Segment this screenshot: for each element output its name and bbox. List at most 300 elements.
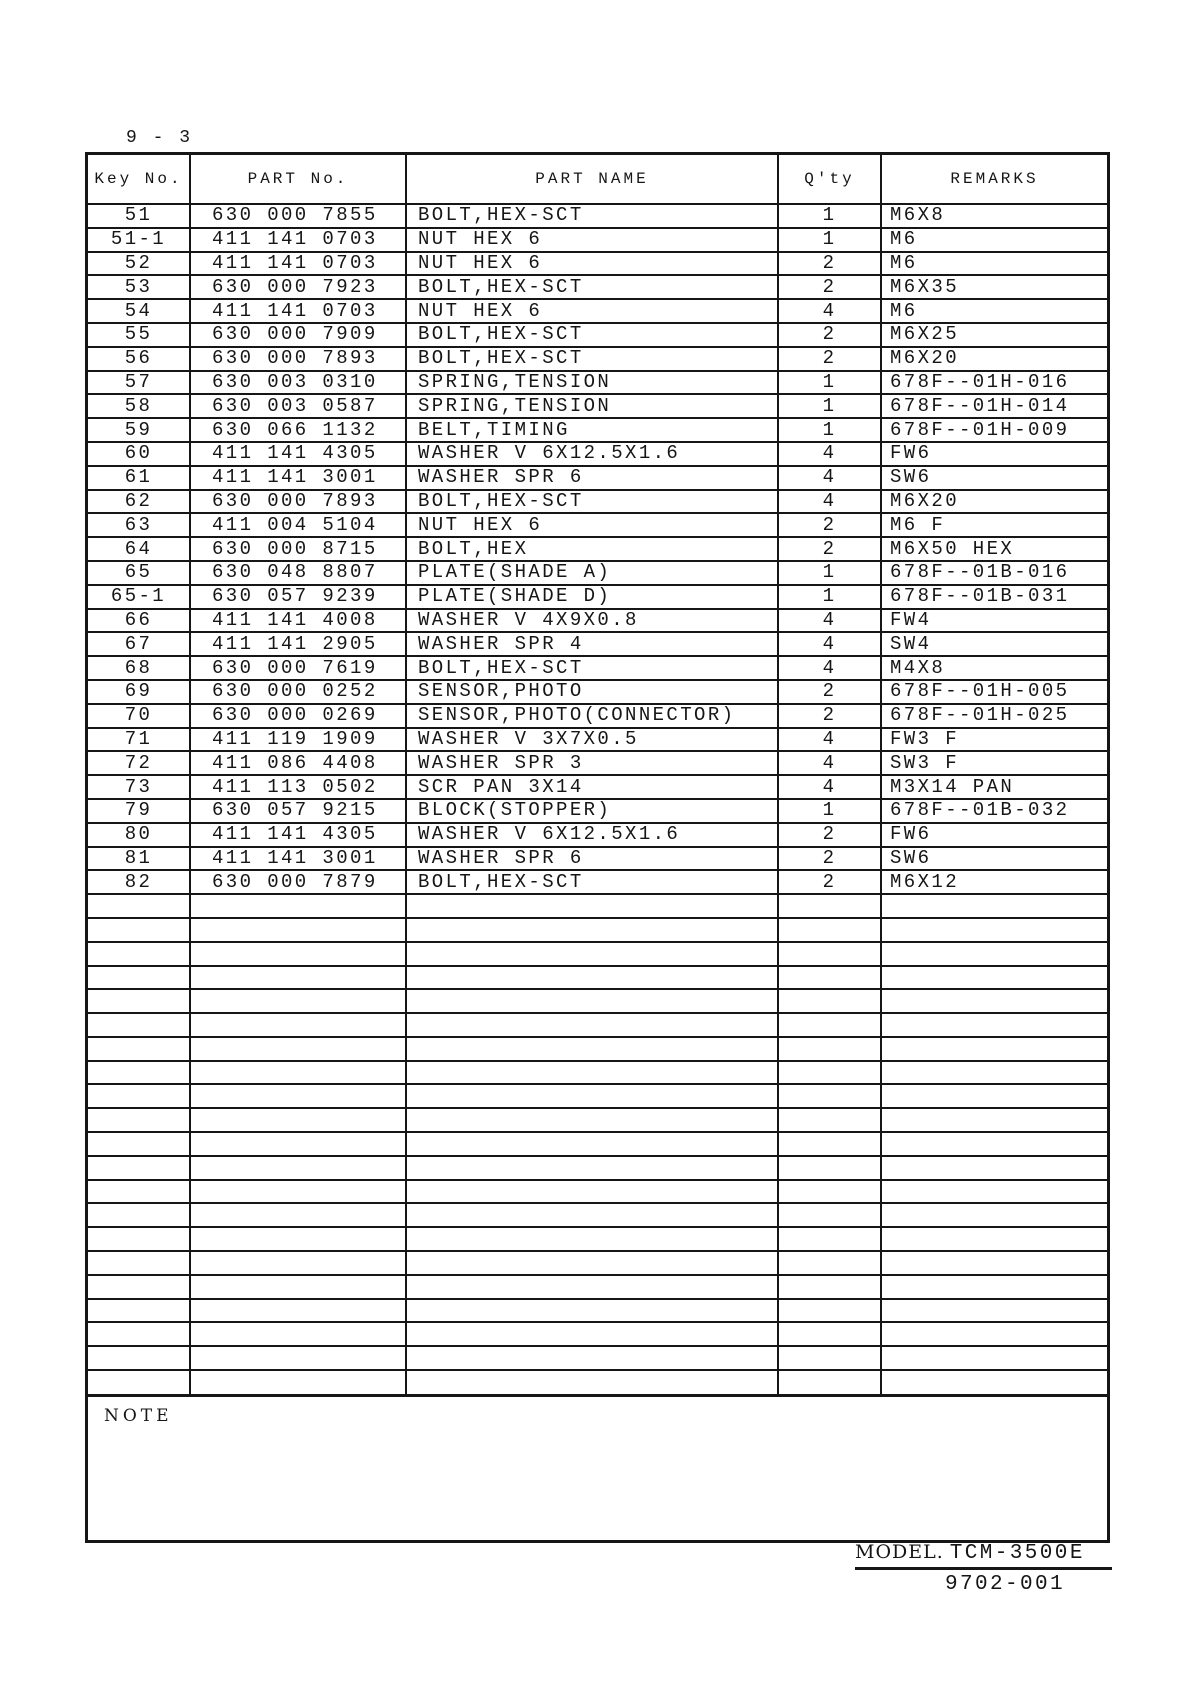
cell-remarks: M6X8 bbox=[881, 204, 1107, 228]
empty-cell bbox=[406, 1084, 778, 1108]
empty-cell bbox=[881, 942, 1107, 966]
table-row bbox=[88, 299, 1107, 323]
empty-cell bbox=[88, 1061, 190, 1085]
empty-cell bbox=[881, 1084, 1107, 1108]
cell-part-no: 630 000 7893 bbox=[190, 347, 406, 371]
cell-key-no: 71 bbox=[88, 728, 190, 752]
table-row bbox=[88, 870, 1107, 894]
empty-cell bbox=[406, 1203, 778, 1227]
empty-cell bbox=[190, 1108, 406, 1132]
empty-cell bbox=[190, 1013, 406, 1037]
empty-cell bbox=[778, 1180, 881, 1204]
empty-cell bbox=[406, 1227, 778, 1251]
cell-qty: 1 bbox=[778, 371, 881, 395]
cell-part-no: 630 000 7909 bbox=[190, 323, 406, 347]
cell-remarks: M6X50 HEX bbox=[881, 537, 1107, 561]
cell-remarks: M6X20 bbox=[881, 347, 1107, 371]
table-row bbox=[88, 252, 1107, 276]
col-header-qty: Q'ty bbox=[778, 155, 881, 204]
cell-part-no: 411 141 2905 bbox=[190, 632, 406, 656]
cell-remarks: FW4 bbox=[881, 609, 1107, 633]
cell-key-no: 79 bbox=[88, 799, 190, 823]
empty-table-row bbox=[88, 1203, 1107, 1227]
table-row bbox=[88, 632, 1107, 656]
empty-cell bbox=[778, 1037, 881, 1061]
table-row bbox=[88, 799, 1107, 823]
empty-table-row bbox=[88, 1132, 1107, 1156]
empty-cell bbox=[190, 989, 406, 1013]
note-box bbox=[88, 1394, 1107, 1540]
cell-part-name: BOLT,HEX-SCT bbox=[406, 490, 778, 514]
cell-remarks: 678F--01H-009 bbox=[881, 418, 1107, 442]
cell-part-no: 411 141 3001 bbox=[190, 466, 406, 490]
table-row bbox=[88, 347, 1107, 371]
empty-cell bbox=[88, 989, 190, 1013]
cell-remarks: M6 bbox=[881, 299, 1107, 323]
cell-remarks: 678F--01H-025 bbox=[881, 704, 1107, 728]
cell-part-name: BOLT,HEX bbox=[406, 537, 778, 561]
empty-cell bbox=[88, 1037, 190, 1061]
cell-key-no: 55 bbox=[88, 323, 190, 347]
cell-key-no: 81 bbox=[88, 847, 190, 871]
empty-cell bbox=[88, 1275, 190, 1299]
cell-part-name: WASHER V 6X12.5X1.6 bbox=[406, 442, 778, 466]
empty-cell bbox=[88, 1180, 190, 1204]
cell-part-no: 630 000 7619 bbox=[190, 656, 406, 680]
cell-part-no: 411 141 4305 bbox=[190, 442, 406, 466]
empty-cell bbox=[881, 894, 1107, 918]
cell-part-name: SCR PAN 3X14 bbox=[406, 775, 778, 799]
empty-cell bbox=[778, 1275, 881, 1299]
empty-cell bbox=[881, 966, 1107, 990]
cell-part-no: 630 000 8715 bbox=[190, 537, 406, 561]
empty-cell bbox=[406, 1370, 778, 1394]
parts-table-header bbox=[88, 155, 1107, 204]
empty-cell bbox=[881, 1227, 1107, 1251]
empty-cell bbox=[778, 1013, 881, 1037]
cell-qty: 2 bbox=[778, 252, 881, 276]
table-row bbox=[88, 680, 1107, 704]
cell-qty: 4 bbox=[778, 656, 881, 680]
cell-part-name: BOLT,HEX-SCT bbox=[406, 275, 778, 299]
empty-table-row bbox=[88, 989, 1107, 1013]
table-row bbox=[88, 442, 1107, 466]
cell-qty: 4 bbox=[778, 490, 881, 514]
cell-part-no: 411 004 5104 bbox=[190, 513, 406, 537]
empty-cell bbox=[88, 1322, 190, 1346]
cell-key-no: 53 bbox=[88, 275, 190, 299]
empty-cell bbox=[406, 1275, 778, 1299]
cell-qty: 1 bbox=[778, 418, 881, 442]
table-row bbox=[88, 847, 1107, 871]
empty-table-row bbox=[88, 918, 1107, 942]
empty-cell bbox=[190, 942, 406, 966]
empty-cell bbox=[88, 1084, 190, 1108]
cell-part-name: BOLT,HEX-SCT bbox=[406, 204, 778, 228]
empty-table-row bbox=[88, 1084, 1107, 1108]
cell-key-no: 72 bbox=[88, 751, 190, 775]
cell-key-no: 80 bbox=[88, 823, 190, 847]
empty-cell bbox=[88, 1251, 190, 1275]
empty-table-row bbox=[88, 1227, 1107, 1251]
empty-cell bbox=[190, 1227, 406, 1251]
empty-table-row bbox=[88, 1156, 1107, 1180]
cell-part-no: 411 141 3001 bbox=[190, 847, 406, 871]
cell-key-no: 52 bbox=[88, 252, 190, 276]
table-row bbox=[88, 751, 1107, 775]
cell-part-name: PLATE(SHADE A) bbox=[406, 561, 778, 585]
empty-table-row bbox=[88, 966, 1107, 990]
table-row bbox=[88, 394, 1107, 418]
cell-part-name: NUT HEX 6 bbox=[406, 513, 778, 537]
cell-qty: 1 bbox=[778, 799, 881, 823]
empty-cell bbox=[778, 1156, 881, 1180]
cell-remarks: SW6 bbox=[881, 466, 1107, 490]
empty-cell bbox=[406, 1013, 778, 1037]
empty-cell bbox=[406, 1132, 778, 1156]
empty-cell bbox=[406, 894, 778, 918]
cell-remarks: 678F--01B-032 bbox=[881, 799, 1107, 823]
cell-key-no: 51 bbox=[88, 204, 190, 228]
empty-cell bbox=[406, 942, 778, 966]
empty-cell bbox=[881, 1037, 1107, 1061]
empty-cell bbox=[190, 1061, 406, 1085]
empty-table-row bbox=[88, 1013, 1107, 1037]
cell-qty: 4 bbox=[778, 466, 881, 490]
col-header-part-no: PART No. bbox=[190, 155, 406, 204]
cell-part-name: WASHER SPR 6 bbox=[406, 847, 778, 871]
parts-table bbox=[88, 155, 1107, 1394]
cell-part-name: NUT HEX 6 bbox=[406, 228, 778, 252]
cell-part-name: BOLT,HEX-SCT bbox=[406, 656, 778, 680]
cell-remarks: M6 F bbox=[881, 513, 1107, 537]
cell-part-name: NUT HEX 6 bbox=[406, 299, 778, 323]
empty-cell bbox=[406, 1299, 778, 1323]
empty-cell bbox=[881, 1346, 1107, 1370]
empty-cell bbox=[406, 1346, 778, 1370]
cell-part-name: WASHER SPR 4 bbox=[406, 632, 778, 656]
cell-part-name: WASHER V 3X7X0.5 bbox=[406, 728, 778, 752]
cell-remarks: M4X8 bbox=[881, 656, 1107, 680]
empty-cell bbox=[406, 1322, 778, 1346]
empty-cell bbox=[88, 1227, 190, 1251]
cell-part-no: 630 003 0310 bbox=[190, 371, 406, 395]
cell-remarks: M3X14 PAN bbox=[881, 775, 1107, 799]
cell-qty: 4 bbox=[778, 751, 881, 775]
cell-key-no: 65-1 bbox=[88, 585, 190, 609]
cell-part-no: 630 000 0269 bbox=[190, 704, 406, 728]
cell-part-name: SENSOR,PHOTO(CONNECTOR) bbox=[406, 704, 778, 728]
cell-part-no: 630 000 7893 bbox=[190, 490, 406, 514]
empty-cell bbox=[881, 1203, 1107, 1227]
cell-part-name: PLATE(SHADE D) bbox=[406, 585, 778, 609]
empty-cell bbox=[190, 918, 406, 942]
cell-part-no: 630 000 7879 bbox=[190, 870, 406, 894]
cell-part-no: 411 086 4408 bbox=[190, 751, 406, 775]
table-row bbox=[88, 418, 1107, 442]
empty-cell bbox=[881, 989, 1107, 1013]
empty-cell bbox=[88, 1370, 190, 1394]
cell-key-no: 57 bbox=[88, 371, 190, 395]
cell-remarks: M6X25 bbox=[881, 323, 1107, 347]
table-row bbox=[88, 656, 1107, 680]
table-frame bbox=[85, 152, 1110, 1543]
empty-cell bbox=[778, 1108, 881, 1132]
cell-key-no: 58 bbox=[88, 394, 190, 418]
empty-cell bbox=[778, 1203, 881, 1227]
empty-table-row bbox=[88, 1275, 1107, 1299]
cell-part-no: 411 141 4305 bbox=[190, 823, 406, 847]
cell-part-name: SPRING,TENSION bbox=[406, 394, 778, 418]
empty-cell bbox=[778, 1322, 881, 1346]
cell-key-no: 51-1 bbox=[88, 228, 190, 252]
cell-remarks: SW3 F bbox=[881, 751, 1107, 775]
cell-part-name: BELT,TIMING bbox=[406, 418, 778, 442]
empty-cell bbox=[778, 1299, 881, 1323]
empty-cell bbox=[778, 1084, 881, 1108]
empty-cell bbox=[881, 1132, 1107, 1156]
empty-cell bbox=[778, 1132, 881, 1156]
cell-qty: 2 bbox=[778, 870, 881, 894]
empty-cell bbox=[881, 1275, 1107, 1299]
cell-key-no: 65 bbox=[88, 561, 190, 585]
cell-part-no: 630 066 1132 bbox=[190, 418, 406, 442]
cell-qty: 2 bbox=[778, 323, 881, 347]
doc-number: 9702-001 bbox=[945, 1573, 1066, 1596]
cell-qty: 4 bbox=[778, 609, 881, 633]
cell-qty: 2 bbox=[778, 537, 881, 561]
empty-cell bbox=[406, 989, 778, 1013]
cell-remarks: M6 bbox=[881, 252, 1107, 276]
table-row bbox=[88, 466, 1107, 490]
empty-table-row bbox=[88, 1061, 1107, 1085]
empty-cell bbox=[881, 1251, 1107, 1275]
cell-key-no: 64 bbox=[88, 537, 190, 561]
table-row bbox=[88, 513, 1107, 537]
empty-cell bbox=[881, 1299, 1107, 1323]
cell-part-name: BOLT,HEX-SCT bbox=[406, 870, 778, 894]
cell-part-no: 411 141 0703 bbox=[190, 228, 406, 252]
cell-qty: 4 bbox=[778, 632, 881, 656]
cell-key-no: 67 bbox=[88, 632, 190, 656]
empty-cell bbox=[881, 918, 1107, 942]
table-row bbox=[88, 585, 1107, 609]
cell-part-name: WASHER SPR 3 bbox=[406, 751, 778, 775]
cell-part-name: SPRING,TENSION bbox=[406, 371, 778, 395]
cell-part-no: 411 113 0502 bbox=[190, 775, 406, 799]
col-header-remarks: REMARKS bbox=[881, 155, 1107, 204]
empty-cell bbox=[881, 1322, 1107, 1346]
cell-part-no: 411 141 0703 bbox=[190, 252, 406, 276]
cell-remarks: SW6 bbox=[881, 847, 1107, 871]
page-number: 9 - 3 bbox=[126, 128, 193, 148]
cell-key-no: 69 bbox=[88, 680, 190, 704]
empty-cell bbox=[406, 1251, 778, 1275]
cell-part-no: 630 048 8807 bbox=[190, 561, 406, 585]
empty-cell bbox=[190, 1346, 406, 1370]
cell-part-no: 630 057 9239 bbox=[190, 585, 406, 609]
empty-cell bbox=[778, 894, 881, 918]
cell-qty: 4 bbox=[778, 775, 881, 799]
cell-qty: 1 bbox=[778, 204, 881, 228]
empty-table-row bbox=[88, 1346, 1107, 1370]
parts-table-body bbox=[88, 204, 1107, 1394]
empty-table-row bbox=[88, 942, 1107, 966]
cell-key-no: 70 bbox=[88, 704, 190, 728]
empty-cell bbox=[778, 1061, 881, 1085]
col-header-part-name: PART NAME bbox=[406, 155, 778, 204]
empty-cell bbox=[881, 1156, 1107, 1180]
cell-key-no: 59 bbox=[88, 418, 190, 442]
empty-cell bbox=[778, 1370, 881, 1394]
empty-cell bbox=[190, 1180, 406, 1204]
cell-qty: 1 bbox=[778, 561, 881, 585]
cell-remarks: 678F--01B-016 bbox=[881, 561, 1107, 585]
table-row bbox=[88, 204, 1107, 228]
model-number: TCM-3500E bbox=[949, 1542, 1085, 1565]
empty-cell bbox=[88, 1203, 190, 1227]
cell-key-no: 60 bbox=[88, 442, 190, 466]
cell-qty: 2 bbox=[778, 823, 881, 847]
cell-qty: 4 bbox=[778, 442, 881, 466]
cell-part-name: BOLT,HEX-SCT bbox=[406, 347, 778, 371]
empty-table-row bbox=[88, 894, 1107, 918]
cell-remarks: M6X20 bbox=[881, 490, 1107, 514]
empty-cell bbox=[88, 966, 190, 990]
empty-table-row bbox=[88, 1251, 1107, 1275]
cell-qty: 2 bbox=[778, 847, 881, 871]
table-row bbox=[88, 323, 1107, 347]
note-label: NOTE bbox=[104, 1405, 173, 1426]
cell-part-name: WASHER SPR 6 bbox=[406, 466, 778, 490]
table-row bbox=[88, 561, 1107, 585]
cell-qty: 2 bbox=[778, 275, 881, 299]
cell-part-no: 630 057 9215 bbox=[190, 799, 406, 823]
cell-remarks: FW6 bbox=[881, 823, 1107, 847]
table-row bbox=[88, 228, 1107, 252]
empty-cell bbox=[190, 1299, 406, 1323]
cell-key-no: 68 bbox=[88, 656, 190, 680]
empty-cell bbox=[881, 1013, 1107, 1037]
cell-key-no: 54 bbox=[88, 299, 190, 323]
col-header-key-no: Key No. bbox=[88, 155, 190, 204]
empty-cell bbox=[88, 1156, 190, 1180]
empty-table-row bbox=[88, 1299, 1107, 1323]
cell-remarks: FW3 F bbox=[881, 728, 1107, 752]
empty-cell bbox=[190, 1156, 406, 1180]
table-row bbox=[88, 704, 1107, 728]
empty-cell bbox=[778, 989, 881, 1013]
cell-qty: 2 bbox=[778, 347, 881, 371]
model-line bbox=[855, 1541, 1112, 1570]
empty-cell bbox=[881, 1370, 1107, 1394]
header-row bbox=[88, 155, 1107, 204]
empty-cell bbox=[778, 1346, 881, 1370]
cell-qty: 2 bbox=[778, 513, 881, 537]
cell-qty: 1 bbox=[778, 228, 881, 252]
table-row bbox=[88, 823, 1107, 847]
empty-cell bbox=[88, 1108, 190, 1132]
empty-cell bbox=[88, 942, 190, 966]
cell-part-no: 630 000 0252 bbox=[190, 680, 406, 704]
empty-table-row bbox=[88, 1322, 1107, 1346]
cell-remarks: 678F--01H-014 bbox=[881, 394, 1107, 418]
empty-table-row bbox=[88, 1370, 1107, 1394]
cell-key-no: 66 bbox=[88, 609, 190, 633]
empty-cell bbox=[190, 1275, 406, 1299]
cell-key-no: 56 bbox=[88, 347, 190, 371]
empty-cell bbox=[406, 918, 778, 942]
empty-cell bbox=[88, 1299, 190, 1323]
cell-part-name: SENSOR,PHOTO bbox=[406, 680, 778, 704]
cell-part-no: 630 003 0587 bbox=[190, 394, 406, 418]
cell-key-no: 82 bbox=[88, 870, 190, 894]
cell-part-no: 630 000 7855 bbox=[190, 204, 406, 228]
footer-model-block bbox=[855, 1541, 1112, 1596]
empty-cell bbox=[88, 918, 190, 942]
empty-cell bbox=[778, 918, 881, 942]
empty-cell bbox=[406, 1037, 778, 1061]
empty-cell bbox=[190, 894, 406, 918]
empty-cell bbox=[406, 1180, 778, 1204]
empty-cell bbox=[190, 1322, 406, 1346]
cell-part-name: BLOCK(STOPPER) bbox=[406, 799, 778, 823]
cell-remarks: M6 bbox=[881, 228, 1107, 252]
cell-key-no: 63 bbox=[88, 513, 190, 537]
cell-part-name: WASHER V 6X12.5X1.6 bbox=[406, 823, 778, 847]
empty-cell bbox=[406, 1061, 778, 1085]
cell-qty: 4 bbox=[778, 299, 881, 323]
table-row bbox=[88, 537, 1107, 561]
cell-part-no: 411 141 4008 bbox=[190, 609, 406, 633]
empty-cell bbox=[88, 1013, 190, 1037]
cell-qty: 1 bbox=[778, 585, 881, 609]
cell-remarks: 678F--01H-016 bbox=[881, 371, 1107, 395]
table-row bbox=[88, 609, 1107, 633]
cell-qty: 2 bbox=[778, 704, 881, 728]
empty-cell bbox=[190, 1370, 406, 1394]
empty-cell bbox=[190, 1203, 406, 1227]
empty-cell bbox=[406, 1108, 778, 1132]
table-row bbox=[88, 490, 1107, 514]
cell-part-no: 411 141 0703 bbox=[190, 299, 406, 323]
cell-key-no: 62 bbox=[88, 490, 190, 514]
cell-part-name: NUT HEX 6 bbox=[406, 252, 778, 276]
empty-cell bbox=[881, 1180, 1107, 1204]
table-row bbox=[88, 275, 1107, 299]
cell-qty: 2 bbox=[778, 680, 881, 704]
empty-cell bbox=[778, 1227, 881, 1251]
empty-table-row bbox=[88, 1037, 1107, 1061]
empty-cell bbox=[88, 894, 190, 918]
cell-remarks: 678F--01B-031 bbox=[881, 585, 1107, 609]
cell-part-name: WASHER V 4X9X0.8 bbox=[406, 609, 778, 633]
cell-remarks: FW6 bbox=[881, 442, 1107, 466]
empty-cell bbox=[406, 966, 778, 990]
empty-table-row bbox=[88, 1180, 1107, 1204]
cell-remarks: SW4 bbox=[881, 632, 1107, 656]
cell-part-name: BOLT,HEX-SCT bbox=[406, 323, 778, 347]
cell-qty: 4 bbox=[778, 728, 881, 752]
empty-cell bbox=[190, 1037, 406, 1061]
empty-cell bbox=[881, 1108, 1107, 1132]
cell-qty: 1 bbox=[778, 394, 881, 418]
cell-key-no: 73 bbox=[88, 775, 190, 799]
cell-part-no: 630 000 7923 bbox=[190, 275, 406, 299]
empty-cell bbox=[88, 1346, 190, 1370]
table-row bbox=[88, 728, 1107, 752]
empty-cell bbox=[881, 1061, 1107, 1085]
